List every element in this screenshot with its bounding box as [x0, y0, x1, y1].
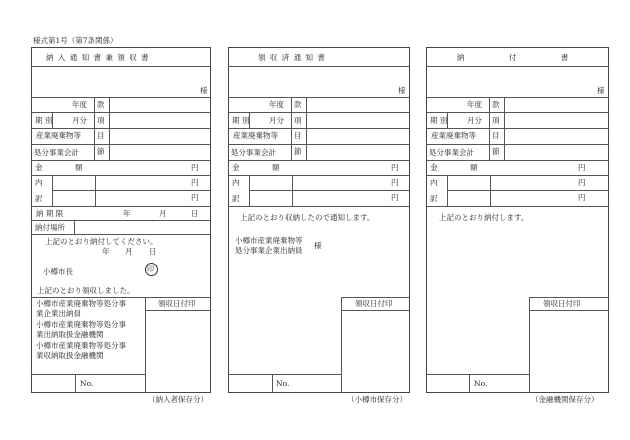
kan-label: 款 — [294, 100, 302, 109]
yaku-label: 訳 — [232, 194, 240, 203]
gaku-label: 額 — [272, 163, 280, 172]
en-label: 円 — [191, 163, 199, 172]
kibetsu-label: 期 別 — [232, 116, 250, 125]
tsukibun-label: 月分 — [269, 116, 284, 125]
sama-label: 様 — [398, 86, 406, 95]
divider — [228, 128, 410, 129]
divider — [426, 112, 609, 113]
divider — [228, 144, 410, 145]
shobun-label: 処分事業会計 — [429, 148, 474, 157]
divider — [31, 144, 211, 145]
footer-label: （小樽市保存分） — [347, 395, 407, 404]
divider — [447, 190, 609, 191]
divider — [228, 97, 410, 98]
shobun-label: 処分事業会計 — [231, 148, 276, 157]
moku-label: 目 — [97, 131, 105, 140]
receiver-2b: 業出納取扱金融機関 — [36, 330, 104, 339]
receiver-3a: 小樽市産業廃棄物等処分事 — [36, 341, 126, 350]
nouki-hi: 日 — [191, 209, 199, 218]
divider — [31, 160, 211, 161]
shobun-label: 処分事業会計 — [34, 148, 79, 157]
nouki-nen: 年 — [123, 209, 131, 218]
notice-text: 上記のとおり納付してください。 — [45, 237, 158, 246]
divider — [272, 374, 273, 393]
divider — [426, 144, 609, 145]
divider — [426, 128, 609, 129]
nouki-tsuki: 月 — [159, 209, 167, 218]
notice-text: 上記のとおり収納したので通知します。 — [240, 213, 375, 222]
divider — [426, 66, 609, 67]
receiver-2a: 小樽市産業廃棄物等処分事 — [36, 320, 126, 329]
moku-label: 目 — [294, 131, 302, 140]
sama-label: 様 — [200, 86, 208, 95]
footer-label: （金融機関保存分） — [531, 395, 599, 404]
recipient-line-1: 小樽市産業廃棄物等 — [235, 236, 303, 245]
tsukibun-label: 月分 — [72, 116, 87, 125]
divider — [249, 190, 410, 191]
en-label: 円 — [391, 178, 399, 187]
divider — [228, 374, 341, 375]
kou-label: 項 — [294, 116, 302, 125]
divider — [31, 206, 211, 207]
stamp-label: 領収日付印 — [543, 299, 581, 308]
date-nen: 年 — [102, 247, 110, 256]
nendo-label: 年度 — [467, 100, 482, 109]
sangyo-label: 産業廃棄物等 — [233, 131, 278, 140]
setsu-label: 節 — [492, 147, 500, 156]
seal-label: 印 — [147, 265, 154, 273]
sama-label: 様 — [597, 86, 605, 95]
basho-label: 納付場所 — [35, 223, 65, 232]
kan-label: 款 — [97, 100, 105, 109]
divider — [426, 206, 609, 207]
gaku-label: 額 — [75, 163, 83, 172]
kin-label: 金 — [35, 163, 43, 172]
kibetsu-label: 期 別 — [35, 116, 53, 125]
date-tsuki: 月 — [125, 247, 133, 256]
divider — [341, 310, 410, 311]
uchi-label: 内 — [35, 178, 43, 187]
form-title: 納 入 通 知 書 兼 領 収 書 — [46, 53, 150, 62]
uchi-label: 内 — [430, 178, 438, 187]
divider — [31, 297, 211, 298]
kou-label: 項 — [97, 116, 105, 125]
no-label: No. — [276, 379, 290, 388]
divider — [145, 297, 146, 393]
nendo-label: 年度 — [269, 100, 284, 109]
divider — [75, 374, 76, 393]
divider — [469, 374, 470, 393]
kou-label: 項 — [492, 116, 500, 125]
divider — [426, 160, 609, 161]
uchi-label: 内 — [232, 178, 240, 187]
divider — [426, 97, 609, 98]
notice-text: 上記のとおり納付します。 — [439, 213, 529, 222]
form-title: 領 収 済 通 知 書 — [258, 53, 326, 62]
divider — [31, 128, 211, 129]
divider — [529, 297, 530, 393]
recipient-sama: 様 — [314, 241, 322, 250]
yaku-label: 訳 — [430, 194, 438, 203]
form-title: 納 付 書 — [457, 53, 570, 62]
divider — [228, 175, 410, 176]
kibetsu-label: 期 別 — [430, 116, 448, 125]
mayor-label: 小樽市長 — [43, 267, 73, 276]
yaku-label: 訳 — [35, 194, 43, 203]
divider — [31, 374, 145, 375]
footer-label: （納入者保存分） — [148, 395, 208, 404]
tsukibun-label: 月分 — [467, 116, 482, 125]
no-label: No. — [80, 379, 94, 388]
no-label: No. — [474, 379, 488, 388]
en-label: 円 — [191, 193, 199, 202]
stamp-label: 領収日付印 — [355, 299, 393, 308]
divider — [52, 190, 211, 191]
receiver-1b: 業企業出納員 — [36, 309, 81, 318]
divider — [31, 234, 211, 235]
nouki-label: 納 期 限 — [36, 209, 64, 218]
divider — [145, 310, 211, 311]
en-label: 円 — [391, 193, 399, 202]
divider — [74, 220, 75, 234]
divider — [426, 175, 609, 176]
en-label: 円 — [391, 163, 399, 172]
en-label: 円 — [578, 193, 586, 202]
divider — [529, 297, 609, 298]
form-number-label: 様式第1号（第7条関係） — [33, 36, 118, 45]
kin-label: 金 — [232, 163, 240, 172]
divider — [31, 175, 211, 176]
divider — [31, 112, 211, 113]
divider — [341, 297, 410, 298]
divider — [228, 66, 410, 67]
receiver-3b: 業収納取扱金融機関 — [36, 351, 104, 360]
setsu-label: 節 — [294, 147, 302, 156]
divider — [228, 206, 410, 207]
en-label: 円 — [578, 178, 586, 187]
divider — [31, 97, 211, 98]
divider — [31, 66, 211, 67]
divider — [31, 220, 211, 221]
en-label: 円 — [191, 178, 199, 187]
date-hi: 日 — [149, 247, 157, 256]
recipient-line-2: 処分事業企業出納員 — [235, 246, 303, 255]
moku-label: 目 — [492, 131, 500, 140]
receiver-1a: 小樽市産業廃棄物等処分事 — [36, 299, 126, 308]
divider — [529, 310, 609, 311]
sangyo-label: 産業廃棄物等 — [36, 131, 81, 140]
divider — [228, 112, 410, 113]
divider — [228, 160, 410, 161]
stamp-label: 領収日付印 — [158, 299, 196, 308]
nendo-label: 年度 — [72, 100, 87, 109]
en-label: 円 — [578, 163, 586, 172]
divider — [341, 297, 342, 393]
sangyo-label: 産業廃棄物等 — [431, 131, 476, 140]
received-text: 上記のとおり領収しました。 — [37, 286, 135, 295]
divider — [426, 374, 529, 375]
gaku-label: 額 — [470, 163, 478, 172]
kan-label: 款 — [492, 100, 500, 109]
kin-label: 金 — [430, 163, 438, 172]
setsu-label: 節 — [97, 147, 105, 156]
